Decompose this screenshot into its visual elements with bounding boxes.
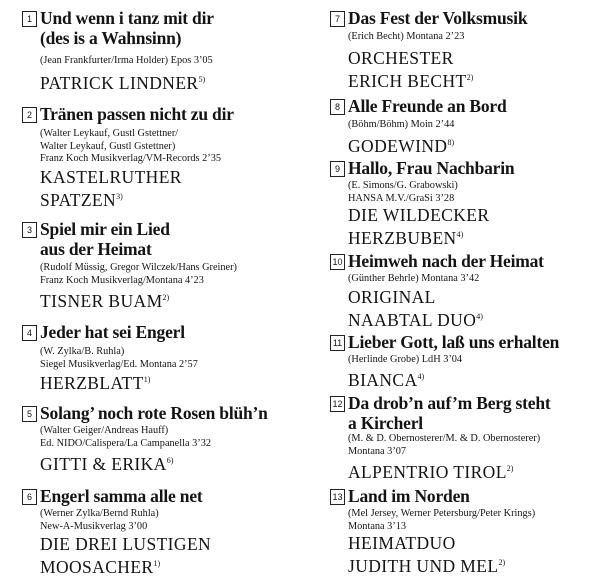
track-credit: (Böhm/Böhm) Moin 2’44 (348, 119, 455, 130)
artist-name: HEIMATDUO JUDITH UND MEL (348, 533, 499, 576)
track-title: Tränen passen nicht zu dir (40, 104, 234, 124)
track-number-box: 8 (330, 99, 345, 115)
track-credit: (Herlinde Grobe) LdH 3’04 (348, 354, 463, 365)
artist-name: DIE DREI LUSTIGEN MOOSACHER (40, 534, 212, 577)
track-artist (40, 534, 300, 577)
track-credit: (Erich Becht) Montana 2’23 (348, 31, 465, 42)
artist-name: KASTELRUTHER SPATZEN (40, 167, 182, 210)
artist-name: GITTI & ERIKA (40, 453, 167, 474)
artist-name: BIANCA (348, 369, 418, 390)
track-artist (40, 167, 300, 210)
track-credit: (Mel Jersey, Werner Petersburg/Peter Krings) Montana 3’13 (348, 508, 536, 532)
track-artist (348, 205, 600, 248)
track-title: Solang’ noch rote Rosen blüh’n (40, 403, 268, 423)
track-title: Jeder hat sei Engerl (40, 322, 185, 342)
footnote-marker: 3) (116, 192, 123, 201)
track-title: Engerl samma alle net (40, 486, 203, 506)
artist-name: ALPENTRIO TIROL (348, 461, 507, 482)
track-artist (40, 370, 300, 393)
footnote-marker: 2) (506, 464, 514, 473)
track-credit: (Günther Behrle) Montana 3’42 (348, 273, 480, 284)
track-title: Alle Freunde an Bord (348, 96, 507, 116)
artist-name: PATRICK LINDNER (40, 72, 199, 93)
track-title: Da drob’n auf’m Berg steht a Kircherl (348, 393, 551, 433)
track-artist (348, 287, 600, 330)
track-number-box: 3 (22, 222, 37, 238)
track-artist (348, 533, 600, 576)
footnote-marker: 2) (498, 558, 506, 567)
footnote-marker: 1) (153, 559, 161, 568)
track-artist (348, 459, 600, 482)
track-title: Land im Norden (348, 486, 470, 506)
track-number-box: 5 (22, 406, 37, 422)
track-artist (348, 48, 600, 91)
track-number-box: 13 (330, 489, 345, 505)
track-title: Heimweh nach der Heimat (348, 251, 544, 271)
track-number-box: 11 (330, 335, 345, 351)
track-credit: (M. & D. Obernosterer/M. & D. Obernosterer) Montana 3’07 (348, 433, 541, 457)
track-credit: (Walter Geiger/Andreas Hauff) Ed. NIDO/Calispera/La Campanella 3’32 (40, 425, 211, 449)
track-number-box: 12 (330, 396, 345, 412)
artist-name: DIE WILDECKER HERZBUBEN (348, 205, 490, 248)
track-credit: (Jean Frankfurter/Irma Holder) Epos 3’05 (40, 55, 213, 66)
footnote-marker: 4) (476, 312, 483, 321)
track-number-box: 6 (22, 489, 37, 505)
track-artist (40, 288, 300, 311)
track-credit: (Rudolf Müssig, Gregor Wilczek/Hans Greiner) Franz Koch Musikverlag/Montana 4’23 (40, 262, 237, 286)
track-credit: (E. Simons/G. Grabowski) HANSA M.V./GraSi 3’28 (348, 180, 458, 204)
track-title: Das Fest der Volksmusik (348, 8, 528, 28)
artist-name: ORCHESTER ERICH BECHT (348, 48, 467, 91)
artist-name: ORIGINAL NAABTAL DUO (348, 287, 477, 330)
footnote-marker: 1) (143, 375, 151, 384)
track-artist (40, 451, 300, 474)
track-number-box: 7 (330, 11, 345, 27)
footnote-marker: 8) (447, 138, 455, 147)
track-title: Und wenn i tanz mit dir (des is a Wahnsinn) (40, 8, 214, 48)
track-credit: (Werner Zylka/Bernd Ruhla) New-A-Musikverlag 3’00 (40, 508, 159, 532)
track-number-box: 1 (22, 11, 37, 27)
track-artist (348, 367, 600, 390)
track-artist (348, 133, 600, 156)
footnote-marker: 4) (456, 230, 464, 239)
track-number-box: 9 (330, 161, 345, 177)
track-title: Hallo, Frau Nachbarin (348, 158, 515, 178)
footnote-marker: 2) (162, 293, 170, 302)
track-number-box: 10 (330, 254, 345, 270)
track-credit: (W. Zylka/B. Ruhla) Siegel Musikverlag/Ed. Montana 2’57 (40, 346, 198, 370)
track-artist (40, 70, 300, 93)
track-number-box: 2 (22, 107, 37, 123)
track-title: Spiel mir ein Lied aus der Heimat (40, 219, 170, 259)
track-title: Lieber Gott, laß uns erhalten (348, 332, 560, 352)
footnote-marker: 2) (466, 73, 474, 82)
track-credit: (Walter Leykauf, Gustl Gstettner/ Walter Leykauf, Gustl Gstettner) Franz Koch Musikverlag/VM-Records 2’35 (40, 128, 222, 164)
footnote-marker: 4) (417, 372, 425, 381)
artist-name: GODEWIND (348, 135, 448, 156)
footnote-marker: 5) (198, 75, 206, 84)
track-number-box: 4 (22, 325, 37, 341)
artist-name: HERZBLATT (40, 372, 144, 393)
artist-name: TISNER BUAM (40, 290, 163, 311)
footnote-marker: 6) (166, 456, 174, 465)
